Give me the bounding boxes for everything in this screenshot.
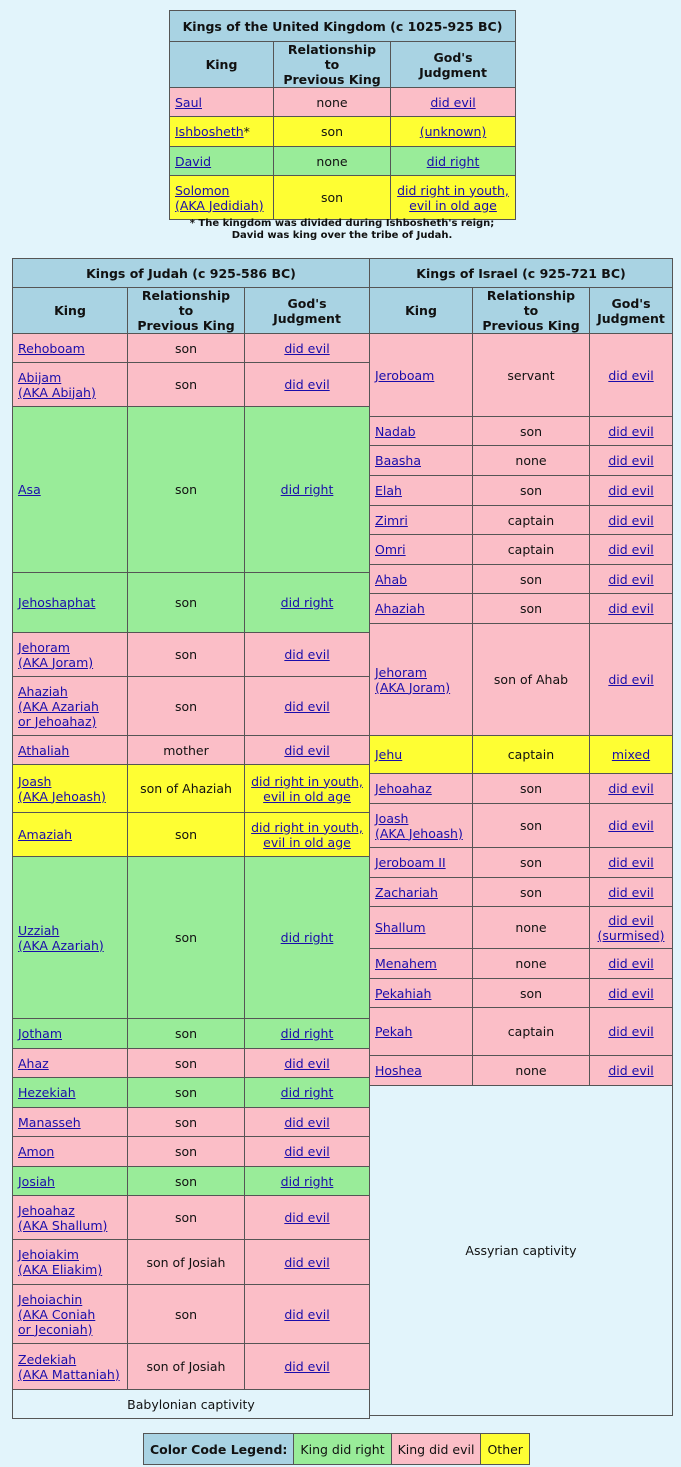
relationship-cell: son xyxy=(128,1167,245,1196)
king-cell xyxy=(370,476,473,506)
judgment-cell xyxy=(590,594,673,624)
united-header-king: King xyxy=(170,42,274,88)
king-link[interactable]: Jehoram (AKA Joram) xyxy=(18,639,94,670)
king-cell xyxy=(370,848,473,878)
judgment-link[interactable]: did evil xyxy=(284,1144,330,1159)
relationship-cell: son xyxy=(473,594,590,624)
judgment-cell xyxy=(590,1056,673,1086)
judgment-cell xyxy=(245,736,370,765)
judgment-link[interactable]: did right xyxy=(280,1173,334,1189)
table-row xyxy=(13,765,370,813)
king-link[interactable]: Athaliah xyxy=(18,742,70,758)
king-link[interactable]: Jeroboam II xyxy=(375,855,446,870)
judgment-cell xyxy=(590,736,673,774)
judgment-cell xyxy=(391,176,516,220)
judgment-cell xyxy=(590,949,673,979)
king-link[interactable]: Omri xyxy=(375,542,406,557)
judgment-cell xyxy=(245,1240,370,1285)
judgment-link[interactable]: (unknown) xyxy=(419,124,487,139)
relationship-cell: none xyxy=(274,147,391,176)
relationship-cell: son xyxy=(128,1078,245,1108)
relationship-cell: son xyxy=(128,857,245,1019)
king-cell xyxy=(13,1049,128,1078)
table-row xyxy=(13,736,370,765)
united-header-judgment: God's Judgment xyxy=(391,42,516,88)
king-link[interactable]: Elah xyxy=(375,483,402,498)
relationship-cell: captain xyxy=(473,506,590,535)
judgment-link[interactable]: did evil xyxy=(608,1063,654,1078)
judgment-link[interactable]: did right xyxy=(280,1085,334,1100)
judgment-cell xyxy=(245,633,370,677)
king-cell xyxy=(170,176,274,220)
table-row xyxy=(370,907,673,949)
table-row xyxy=(13,1078,370,1108)
relationship-cell: son xyxy=(128,1196,245,1240)
judgment-link[interactable]: did right in youth, evil in old age xyxy=(251,773,363,804)
table-row xyxy=(370,774,673,804)
footnote-marker: * xyxy=(243,124,250,139)
king-cell xyxy=(13,1108,128,1137)
king-cell xyxy=(370,624,473,736)
king-link[interactable]: Joash (AKA Jehoash) xyxy=(18,773,106,804)
table-row xyxy=(370,417,673,446)
judgment-cell xyxy=(391,88,516,117)
relationship-cell: son xyxy=(473,804,590,848)
judgment-link[interactable]: did evil xyxy=(430,94,476,110)
king-link[interactable]: Jehoram (AKA Joram) xyxy=(375,664,451,695)
judgment-cell xyxy=(245,1019,370,1049)
table-row xyxy=(370,624,673,736)
relationship-cell: son xyxy=(473,979,590,1008)
judgment-cell xyxy=(391,117,516,147)
table-row xyxy=(370,804,673,848)
table-row xyxy=(13,1137,370,1167)
relationship-cell: son xyxy=(128,1285,245,1344)
judgment-link[interactable]: did right in youth, evil in old age xyxy=(251,819,363,850)
relationship-cell: son xyxy=(274,117,391,147)
relationship-cell: servant xyxy=(473,334,590,417)
judah-ending: Babylonian captivity xyxy=(13,1390,370,1419)
judgment-cell xyxy=(245,1049,370,1078)
relationship-cell: son xyxy=(128,633,245,677)
king-link[interactable]: Hezekiah xyxy=(18,1085,76,1100)
king-cell xyxy=(13,1078,128,1108)
judgment-cell xyxy=(590,535,673,565)
king-cell xyxy=(13,813,128,857)
king-cell xyxy=(13,573,128,633)
king-link[interactable]: Jehu xyxy=(375,747,403,762)
judgment-link[interactable]: did right xyxy=(280,930,334,945)
judgment-link[interactable]: did evil xyxy=(608,818,654,833)
ending-row xyxy=(13,1390,370,1419)
relationship-cell: captain xyxy=(473,535,590,565)
judgment-link[interactable]: did evil xyxy=(284,1359,330,1374)
table-row xyxy=(370,535,673,565)
table-row xyxy=(370,848,673,878)
relationship-cell: son of Ahaziah xyxy=(128,765,245,813)
king-link[interactable]: Shallum xyxy=(375,920,426,935)
king-cell xyxy=(370,1056,473,1086)
king-link[interactable]: Jehoahaz xyxy=(375,781,432,796)
king-link[interactable]: Asa xyxy=(18,482,41,497)
judgment-link[interactable]: did right xyxy=(280,482,334,497)
king-cell xyxy=(13,1167,128,1196)
king-cell xyxy=(13,407,128,573)
relationship-cell: son xyxy=(473,565,590,594)
king-link[interactable]: Ahab xyxy=(375,571,408,587)
judah-table xyxy=(12,258,370,1419)
judgment-link[interactable]: did evil xyxy=(284,742,330,758)
judgment-cell xyxy=(391,147,516,176)
relationship-cell: son xyxy=(128,1049,245,1078)
judah-header-king: King xyxy=(13,288,128,334)
judgment-link[interactable]: did evil xyxy=(284,1254,330,1270)
judgment-link[interactable]: did evil xyxy=(608,512,654,528)
judgment-link[interactable]: did evil xyxy=(608,483,654,498)
king-cell xyxy=(170,88,274,117)
table-row xyxy=(370,878,673,907)
relationship-cell: son xyxy=(473,848,590,878)
king-cell xyxy=(13,677,128,736)
judgment-cell xyxy=(590,848,673,878)
judgment-cell xyxy=(590,804,673,848)
judgment-cell xyxy=(245,1196,370,1240)
judgment-link[interactable]: did evil xyxy=(608,571,654,587)
israel-ending: Assyrian captivity xyxy=(370,1086,673,1416)
relationship-cell: captain xyxy=(473,1008,590,1056)
relationship-cell: none xyxy=(473,446,590,476)
relationship-cell: none xyxy=(473,907,590,949)
relationship-cell: son xyxy=(473,774,590,804)
judgment-link[interactable]: did evil xyxy=(284,1210,330,1225)
table-row xyxy=(13,633,370,677)
king-link[interactable]: Nadab xyxy=(375,423,416,439)
king-cell xyxy=(13,1137,128,1167)
king-cell xyxy=(13,736,128,765)
king-cell xyxy=(370,334,473,417)
table-row xyxy=(370,1008,673,1056)
king-cell xyxy=(370,506,473,535)
king-cell xyxy=(13,857,128,1019)
relationship-cell: captain xyxy=(473,736,590,774)
king-cell xyxy=(370,417,473,446)
king-link[interactable]: David xyxy=(175,153,212,169)
king-link[interactable]: Zachariah xyxy=(375,884,438,900)
judgment-cell xyxy=(245,407,370,573)
table-row xyxy=(13,1285,370,1344)
king-cell xyxy=(370,804,473,848)
table-row xyxy=(13,1196,370,1240)
king-cell xyxy=(13,1240,128,1285)
king-link[interactable]: Solomon (AKA Jedidiah) xyxy=(175,182,264,213)
judgment-cell xyxy=(590,476,673,506)
king-link[interactable]: Amon xyxy=(18,1144,55,1159)
judgment-link[interactable]: did evil xyxy=(608,781,654,796)
table-row xyxy=(370,979,673,1008)
judgment-link[interactable]: did evil xyxy=(284,1114,330,1130)
judgment-cell xyxy=(590,624,673,736)
king-link[interactable]: Ahaz xyxy=(18,1055,49,1071)
king-link[interactable]: Zedekiah (AKA Mattaniah) xyxy=(18,1351,120,1382)
king-link[interactable]: Baasha xyxy=(375,453,421,468)
table-row xyxy=(370,334,673,417)
table-row xyxy=(370,594,673,624)
table-row xyxy=(13,1108,370,1137)
judgment-link[interactable]: did right xyxy=(280,1026,334,1041)
judgment-cell xyxy=(245,1078,370,1108)
king-cell xyxy=(370,979,473,1008)
united-body xyxy=(170,88,516,220)
judgment-link[interactable]: mixed xyxy=(611,747,651,762)
king-link[interactable]: Josiah xyxy=(18,1173,55,1189)
king-link[interactable]: Joash (AKA Jehoash) xyxy=(375,810,463,841)
king-link[interactable]: Ishbosheth xyxy=(175,124,244,139)
judgment-link[interactable]: did evil xyxy=(284,340,330,356)
judgment-cell xyxy=(245,1108,370,1137)
king-cell xyxy=(370,594,473,624)
relationship-cell: son xyxy=(274,176,391,220)
relationship-cell: son of Josiah xyxy=(128,1240,245,1285)
relationship-cell: son xyxy=(128,1108,245,1137)
king-cell xyxy=(370,535,473,565)
king-cell xyxy=(13,334,128,363)
relationship-cell: son xyxy=(128,363,245,407)
table-row xyxy=(13,1344,370,1390)
judgment-link[interactable]: did evil xyxy=(608,884,654,900)
judgment-link[interactable]: did evil xyxy=(608,601,654,616)
judgment-cell xyxy=(245,363,370,407)
table-row xyxy=(370,736,673,774)
relationship-cell: son xyxy=(128,334,245,363)
king-cell xyxy=(13,765,128,813)
king-link[interactable]: Jeroboam xyxy=(375,367,435,383)
judgment-cell xyxy=(590,506,673,535)
table-row xyxy=(370,949,673,979)
israel-body xyxy=(370,334,673,1416)
legend-title: Color Code Legend: xyxy=(144,1434,294,1465)
table-row xyxy=(370,565,673,594)
judgment-cell xyxy=(590,334,673,417)
king-link[interactable]: Jehoiachin (AKA Coniah or Jeconiah) xyxy=(18,1291,96,1337)
judgment-cell xyxy=(245,1167,370,1196)
king-cell xyxy=(370,878,473,907)
judgment-cell xyxy=(590,907,673,949)
judgment-link[interactable]: did right xyxy=(280,595,334,610)
judgment-cell xyxy=(245,334,370,363)
king-cell xyxy=(13,633,128,677)
judgment-cell xyxy=(590,1008,673,1056)
judgment-link[interactable]: did evil xyxy=(608,367,654,383)
israel-title: Kings of Israel (c 925-721 BC) xyxy=(370,259,673,288)
legend-item-evil: King did evil xyxy=(391,1434,481,1465)
relationship-cell: son xyxy=(473,476,590,506)
judgment-cell xyxy=(590,774,673,804)
judgment-cell xyxy=(245,1137,370,1167)
judgment-cell xyxy=(590,565,673,594)
united-title: Kings of the United Kingdom (c 1025-925 BC) xyxy=(170,11,516,42)
table-row xyxy=(13,813,370,857)
relationship-cell: son xyxy=(128,1137,245,1167)
judgment-cell xyxy=(590,417,673,446)
table-row xyxy=(170,88,516,117)
king-link[interactable]: Rehoboam xyxy=(18,340,85,356)
judgment-cell xyxy=(590,979,673,1008)
relationship-cell: son xyxy=(128,573,245,633)
judgment-link[interactable]: did right xyxy=(426,153,480,169)
israel-table xyxy=(369,258,673,1416)
judah-header-judgment: God's Judgment xyxy=(245,288,370,334)
judgment-cell xyxy=(245,1344,370,1390)
king-cell xyxy=(13,1344,128,1390)
judgment-cell xyxy=(245,813,370,857)
king-link[interactable]: Amaziah xyxy=(18,827,73,842)
king-cell xyxy=(370,1008,473,1056)
israel-header-relationship: Relationship to Previous King xyxy=(473,288,590,334)
king-cell xyxy=(370,736,473,774)
king-link[interactable]: Pekahiah xyxy=(375,985,432,1001)
table-row xyxy=(13,363,370,407)
judgment-cell xyxy=(590,878,673,907)
table-row xyxy=(13,407,370,573)
table-row xyxy=(170,147,516,176)
king-cell xyxy=(370,565,473,594)
relationship-cell: none xyxy=(473,1056,590,1086)
judgment-link[interactable]: did right in youth, evil in old age xyxy=(397,182,509,213)
table-row xyxy=(370,1056,673,1086)
king-link[interactable]: Jehoiakim (AKA Eliakim) xyxy=(18,1247,103,1277)
king-link[interactable]: Ahaziah (AKA Azariah or Jehoahaz) xyxy=(18,683,99,729)
relationship-cell: none xyxy=(274,88,391,117)
judgment-link[interactable]: did evil xyxy=(608,672,654,687)
judgment-link[interactable]: did evil xyxy=(284,1306,330,1322)
king-link[interactable]: Jehoshaphat xyxy=(18,595,96,610)
united-kingdom-table xyxy=(169,10,516,220)
israel-header-king: King xyxy=(370,288,473,334)
king-cell xyxy=(13,1019,128,1049)
judgment-cell xyxy=(245,765,370,813)
king-link[interactable]: Abijam (AKA Abijah) xyxy=(18,369,96,400)
judgment-link[interactable]: did evil xyxy=(284,377,330,392)
table-row xyxy=(13,1240,370,1285)
legend-item-right: King did right xyxy=(294,1434,391,1465)
relationship-cell: son xyxy=(128,407,245,573)
king-cell xyxy=(13,1196,128,1240)
table-row xyxy=(13,1049,370,1078)
judgment-cell xyxy=(245,573,370,633)
judgment-link[interactable]: did evil xyxy=(284,1055,330,1071)
table-row xyxy=(13,573,370,633)
king-cell xyxy=(370,774,473,804)
judah-header-relationship: Relationship to Previous King xyxy=(128,288,245,334)
israel-header-judgment: God's Judgment xyxy=(590,288,673,334)
table-row xyxy=(13,1019,370,1049)
united-footnote: * The kingdom was divided during Ishbosheth's reign; David was king over the tribe of Judah. xyxy=(189,218,495,241)
judgment-cell xyxy=(245,1285,370,1344)
king-link[interactable]: Jehoahaz (AKA Shallum) xyxy=(18,1202,108,1233)
relationship-cell: mother xyxy=(128,736,245,765)
king-link[interactable]: Jotham xyxy=(18,1026,62,1041)
table-row xyxy=(370,446,673,476)
relationship-cell: son of Josiah xyxy=(128,1344,245,1390)
judgment-link[interactable]: did evil (surmised) xyxy=(597,912,665,943)
judgment-link[interactable]: did evil xyxy=(608,985,654,1001)
ending-row xyxy=(370,1086,673,1416)
king-link[interactable]: Pekah xyxy=(375,1024,413,1039)
king-link[interactable]: Manasseh xyxy=(18,1114,81,1130)
king-cell xyxy=(370,949,473,979)
king-cell xyxy=(170,147,274,176)
judgment-cell xyxy=(245,857,370,1019)
table-row xyxy=(370,506,673,535)
king-link[interactable]: Hoshea xyxy=(375,1063,422,1078)
king-link[interactable]: Zimri xyxy=(375,512,408,528)
king-cell xyxy=(13,363,128,407)
relationship-cell: son xyxy=(473,878,590,907)
king-cell xyxy=(370,907,473,949)
king-cell xyxy=(170,117,274,147)
table-row xyxy=(13,1167,370,1196)
judgment-link[interactable]: did evil xyxy=(608,423,654,439)
king-cell xyxy=(13,1285,128,1344)
judgment-cell xyxy=(245,677,370,736)
relationship-cell: son xyxy=(128,1019,245,1049)
relationship-cell: none xyxy=(473,949,590,979)
king-link[interactable]: Saul xyxy=(175,94,202,110)
judgment-link[interactable]: did evil xyxy=(608,1024,654,1039)
relationship-cell: son of Ahab xyxy=(473,624,590,736)
judah-title: Kings of Judah (c 925-586 BC) xyxy=(13,259,370,288)
king-cell xyxy=(370,446,473,476)
relationship-cell: son xyxy=(128,677,245,736)
color-legend xyxy=(143,1433,530,1465)
judgment-link[interactable]: did evil xyxy=(608,453,654,468)
table-row xyxy=(170,117,516,147)
table-row xyxy=(370,476,673,506)
judgment-link[interactable]: did evil xyxy=(608,855,654,870)
judgment-link[interactable]: did evil xyxy=(608,542,654,557)
table-row xyxy=(13,334,370,363)
king-link[interactable]: Menahem xyxy=(375,956,437,971)
table-row xyxy=(13,677,370,736)
legend-item-other: Other xyxy=(481,1434,530,1465)
judah-body xyxy=(13,334,370,1419)
king-link[interactable]: Ahaziah xyxy=(375,601,425,616)
judgment-link[interactable]: did evil xyxy=(608,956,654,971)
table-row xyxy=(13,857,370,1019)
judgment-link[interactable]: did evil xyxy=(284,698,330,714)
table-row xyxy=(170,176,516,220)
judgment-cell xyxy=(590,446,673,476)
relationship-cell: son xyxy=(128,813,245,857)
king-link[interactable]: Uzziah (AKA Azariah) xyxy=(18,922,104,953)
relationship-cell: son xyxy=(473,417,590,446)
united-header-relationship: Relationship to Previous King xyxy=(274,42,391,88)
judgment-link[interactable]: did evil xyxy=(284,647,330,662)
